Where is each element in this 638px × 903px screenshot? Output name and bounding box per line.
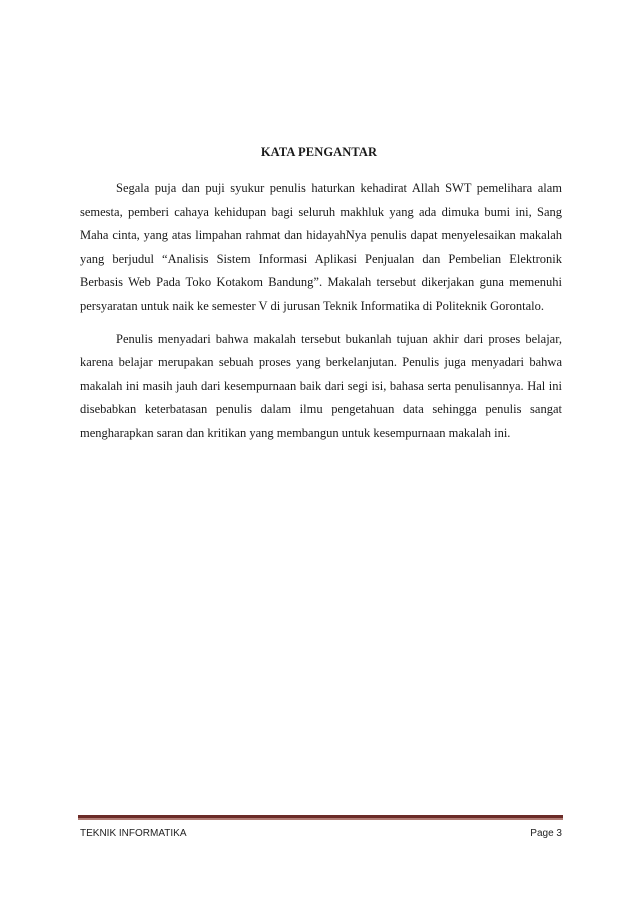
- footer-page-number: Page 3: [530, 828, 562, 839]
- footer-department: TEKNIK INFORMATIKA: [80, 828, 187, 839]
- footer-divider: [78, 815, 563, 818]
- paragraph-2: Penulis menyadari bahwa makalah tersebut bukanlah tujuan akhir dari proses belajar, karena belajar merupakan sebuah proses yang berkelanjutan. Penulis juga menyadari bahwa makalah ini masih jauh dari kesempurnaan baik dari segi isi, bahasa serta penulisannya. Hal ini disebabkan keterbatasan penulis dalam ilmu pengetahuan data sehingga penulis sangat mengharapkan saran dan kritikan yang membangun untuk kesempurnaan makalah ini.: [80, 331, 562, 440]
- page-title: KATA PENGANTAR: [260, 145, 378, 159]
- body-text: [80, 177, 562, 455]
- paragraph-1: Segala puja dan puji syukur penulis haturkan kehadirat Allah SWT pemelihara alam semesta, pemberi cahaya kehidupan bagi seluruh makhluk yang ada dimuka bumi ini, Sang Maha cinta, yang atas limpahan rahmat dan hidayahNya penulis dapat menyelesaikan makalah yang berjudul “Analisis Sistem Informasi Aplikasi Penjualan dan Pembelian Elektronik Berbasis Web Pada Toko Kotakom Bandung”. Makalah tersebut dikerjakan guna memenuhi persyaratan untuk naik ke semester V di jurusan Teknik Informatika di Politeknik Gorontalo.: [80, 181, 562, 313]
